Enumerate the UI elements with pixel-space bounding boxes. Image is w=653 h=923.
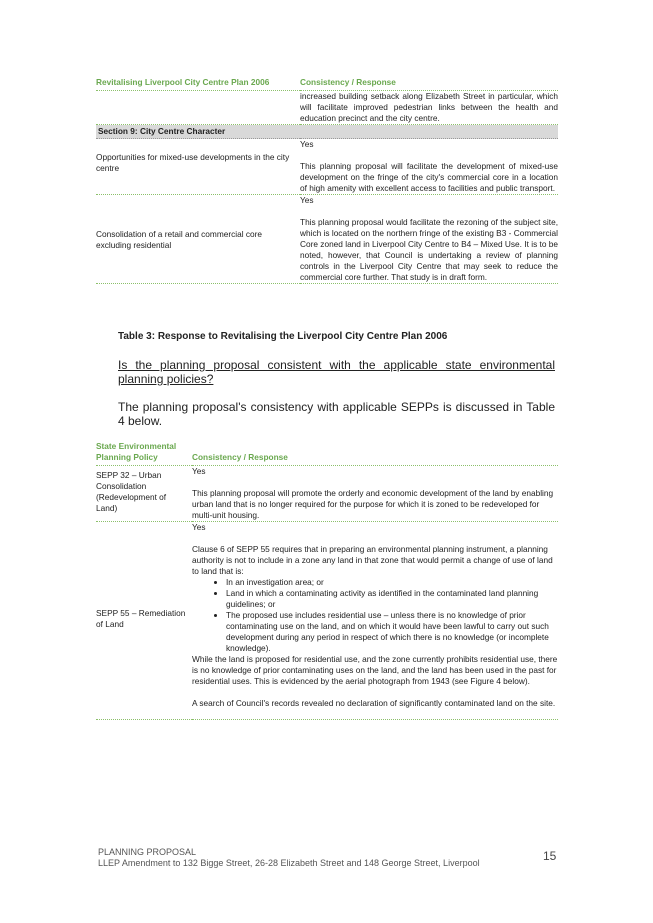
footer-title: PLANNING PROPOSAL <box>98 847 197 857</box>
row-policy: SEPP 55 – Remediation of Land <box>96 522 192 720</box>
table2-header-policy: State Environmental Planning Policy <box>96 441 192 466</box>
row-answer: Yes <box>192 466 206 476</box>
page-footer <box>98 847 480 869</box>
row-policy: Consolidation of a retail and commercial core excluding residential <box>96 195 300 284</box>
page-number: 15 <box>543 849 557 863</box>
row-after-text: While the land is proposed for residential use, and the zone currently prohibits residential use, there is no knowledge of prior contaminating uses on the land, and the land has been used in the past for residential uses. This is evidenced by the aerial photograph from 1943 (see Figure 4 below). <box>192 654 558 686</box>
sepp-table <box>96 441 558 720</box>
list-item: • The proposed use includes residential use – unless there is no knowledge of prior contaminating use on the land, and on which it would have been lawful to carry out such development during any period in respect of which there is no knowledge (or incomplete knowledge). <box>226 610 558 654</box>
section-question: Is the planning proposal consistent with the applicable state environmental planning policies? <box>118 358 555 386</box>
row-policy: SEPP 32 – Urban Consolidation (Redevelopment of Land) <box>96 466 192 522</box>
table-row <box>96 522 558 720</box>
row-intro: Clause 6 of SEPP 55 requires that in preparing an environmental planning instrument, a planning authority is not to include in a zone any land in that zone that would permit a change of use of land to land that is: <box>192 544 553 576</box>
row-final-text: A search of Council's records revealed no declaration of significantly contaminated land on the site. <box>192 698 556 708</box>
liverpool-plan-table <box>96 77 558 284</box>
intro-paragraph: The planning proposal's consistency with applicable SEPPs is discussed in Table 4 below. <box>118 400 555 428</box>
row-policy: Opportunities for mixed-use developments in the city centre <box>96 139 300 195</box>
table2-header-response: Consistency / Response <box>192 441 558 466</box>
row-response: This planning proposal will facilitate the development of mixed-use development on the fringe of the city's commercial core in a location of high amenity with excellent access to facilities and public transport. <box>300 161 558 193</box>
row-response: This planning proposal will promote the orderly and economic development of the land by enabling urban land that is no longer required for the purpose for which it is zoned to be redeveloped for multi-unit housing. <box>192 488 554 520</box>
row-answer: Yes <box>192 522 206 532</box>
table1-header-policy: Revitalising Liverpool City Centre Plan 2006 <box>96 77 300 91</box>
list-item: • Land in which a contaminating activity as identified in the contaminated land planning guidelines; or <box>226 588 558 610</box>
footer-subtitle: LLEP Amendment to 132 Bigge Street, 26-28 Elizabeth Street and 148 George Street, Liverpool <box>98 858 480 868</box>
row-response: This planning proposal would facilitate the rezoning of the subject site, which is located on the northern fringe of the existing B3 - Commercial Core zoned land in Liverpool City Centre to B4 – Mixed Use. It is to be noted, however, that Council is undertaking a review of planning controls in the Liverpool City Centre that may seek to reduce the commercial core further. That study is in draft form. <box>300 217 558 282</box>
section-heading: Section 9: City Centre Character <box>96 125 558 139</box>
table1-continued-text: increased building setback along Elizabeth Street in particular, which will facilitate improved pedestrian links between the health and education precinct and the city centre. <box>300 91 558 123</box>
row-answer: Yes <box>300 195 314 205</box>
criteria-list <box>192 577 558 654</box>
row-answer: Yes <box>300 139 314 149</box>
list-item: • In an investigation area; or <box>226 577 558 588</box>
table-row <box>96 466 558 522</box>
table1-header-response: Consistency / Response <box>300 77 558 91</box>
table-row <box>96 195 558 284</box>
table-caption: Table 3: Response to Revitalising the Liverpool City Centre Plan 2006 <box>118 331 448 342</box>
table-row <box>96 139 558 195</box>
